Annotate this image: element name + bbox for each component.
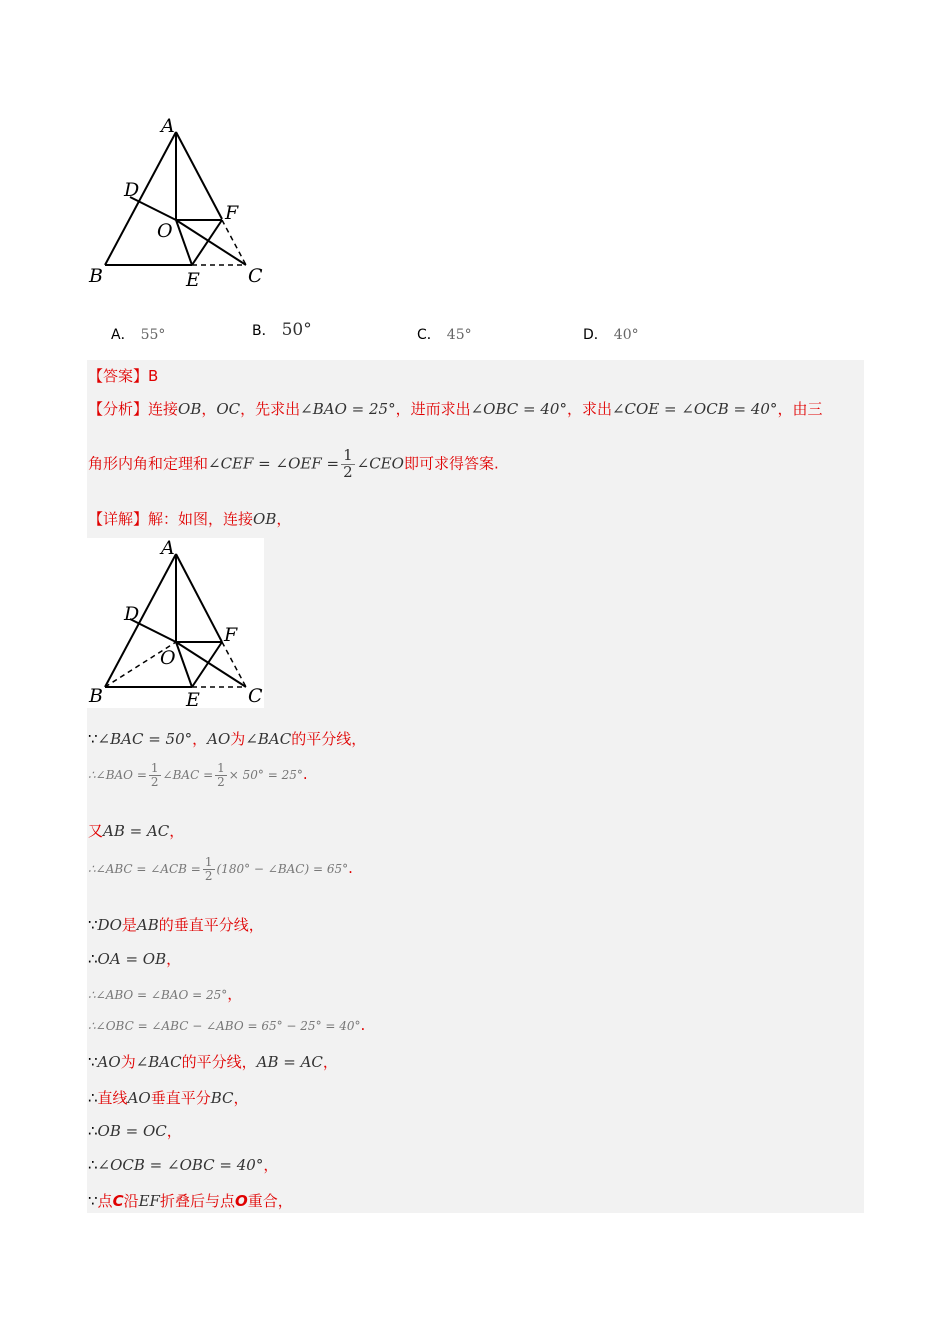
step-10: ∴直线AO垂直平分BC， <box>88 1089 249 1107</box>
option-c: C． 45° <box>417 327 472 343</box>
step-6: ∴OA = OB， <box>88 950 182 968</box>
step-4: ∴∠ABC = ∠ACB = $\frac{1}{2}$ (180° − ∠BAC) = 65°. <box>88 855 353 883</box>
detail-line: 【详解】解：如图，连接OB， <box>88 510 292 528</box>
vertex-label-d: D <box>124 603 140 625</box>
fraction: $\frac{1}{2}$ <box>343 446 353 481</box>
vertex-label-o: O <box>157 220 173 242</box>
analysis-line-1: 【分析】连接OB，OC，先求出∠BAO = 25°，进而求出∠OBC = 40°，求出∠COE = ∠OCB = 40°，由三 <box>88 400 823 418</box>
vertex-label-o: O <box>160 647 176 669</box>
step-9: ∵AO为∠BAC的平分线，AB = AC， <box>88 1053 338 1071</box>
vertex-label-b: B <box>89 685 103 707</box>
triangle-figure <box>85 110 275 295</box>
answer-line: 【答案】B <box>88 367 159 385</box>
step-7: ∴∠ABO = ∠BAO = 25°， <box>88 985 243 1003</box>
vertex-label-e: E <box>186 269 200 291</box>
analysis-line-2: 角形内角和定理和∠CEF = ∠OEF = $\frac{1}{2}$ ∠CEO即可求得答案. <box>88 446 499 481</box>
step-13: ∵点C沿EF折叠后与点O重合， <box>88 1192 293 1210</box>
vertex-label-e: E <box>186 689 200 711</box>
vertex-label-c: C <box>248 265 263 287</box>
vertex-label-a: A <box>161 537 175 559</box>
option-a: A． 55° <box>111 327 166 343</box>
vertex-label-f: F <box>225 202 239 224</box>
vertex-label-d: D <box>124 179 140 201</box>
solution-triangle-figure <box>85 532 275 712</box>
vertex-label-a: A <box>161 115 175 137</box>
step-8: ∴∠OBC = ∠ABC − ∠ABO = 65° − 25° = 40°. <box>88 1016 366 1034</box>
vertex-label-b: B <box>89 265 103 287</box>
answer-options <box>111 320 811 354</box>
step-11: ∴OB = OC， <box>88 1122 182 1140</box>
step-2: ∴∠BAO = $\frac{1}{2}$ ∠BAC = $\frac{1}{2}$ × 50° = 25°. <box>88 761 308 789</box>
step-1: ∵∠BAC = 50°，AO为∠BAC的平分线， <box>88 730 367 748</box>
step-3: 又AB = AC， <box>88 822 185 840</box>
option-b: B． 50° <box>252 320 312 340</box>
step-12: ∴∠OCB = ∠OBC = 40°， <box>88 1156 279 1174</box>
option-d: D． 40° <box>583 327 639 343</box>
step-5: ∵DO是AB的垂直平分线， <box>88 916 264 934</box>
vertex-label-f: F <box>224 624 238 646</box>
vertex-label-c: C <box>248 685 263 707</box>
